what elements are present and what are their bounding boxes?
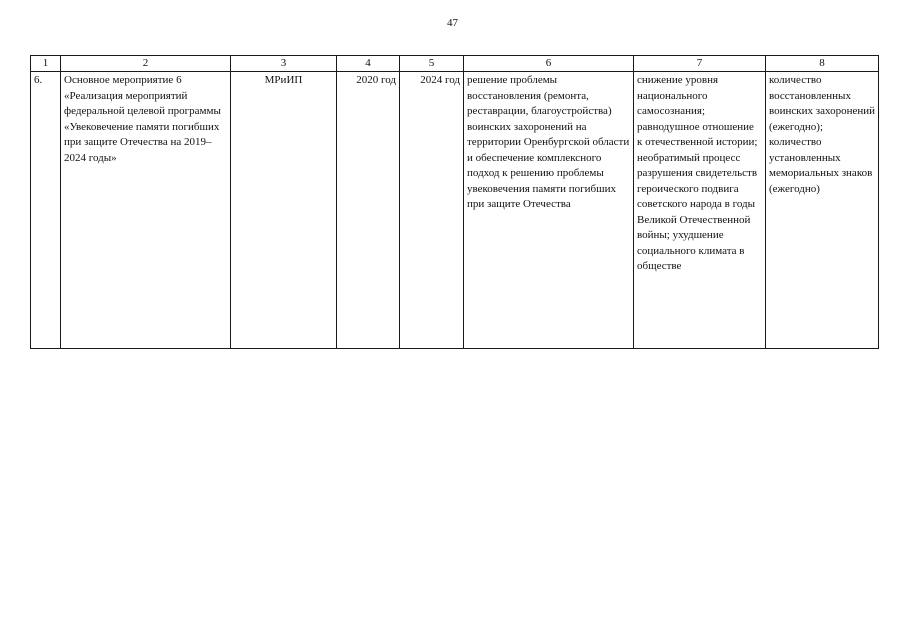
column-header: 6 <box>464 56 634 72</box>
expected-result-cell: решение проблемы восстановления (ремонта, реставрации, благоустройства) воинских захоронений на территории Оренбургской области и обеспечение комплексного подход к решению проблемы увековечения памяти погибших при защите Отечества <box>464 72 634 349</box>
column-header: 3 <box>231 56 337 72</box>
consequences-cell: снижение уровня национального самосознания; равнодушное отношение к отечественной истории; необратимый процесс разрушения свидетельств героического подвига советского народа в годы Великой Отечественной войны; ухудшение социального климата в обществе <box>634 72 766 349</box>
end-year-cell: 2024 год <box>400 72 464 349</box>
column-header: 7 <box>634 56 766 72</box>
page-number: 47 <box>447 17 458 29</box>
column-header: 1 <box>31 56 61 72</box>
executor-cell: МРиИП <box>231 72 337 349</box>
start-year-cell: 2020 год <box>337 72 400 349</box>
table-row <box>31 72 879 349</box>
row-number-cell: 6. <box>31 72 61 349</box>
plan-table <box>30 55 879 349</box>
event-name-cell: Основное мероприятие 6 «Реализация мероприятий федеральной целевой программы «Увековечение памяти погибших при защите Отечества на 2019–2024 годы» <box>61 72 231 349</box>
column-header: 5 <box>400 56 464 72</box>
column-header: 2 <box>61 56 231 72</box>
column-header: 8 <box>766 56 879 72</box>
indicators-cell: количество восстановленных воинских захоронений (ежегодно); количество установленных мемориальных знаков (ежегодно) <box>766 72 879 349</box>
column-header: 4 <box>337 56 400 72</box>
header-row <box>31 56 879 72</box>
